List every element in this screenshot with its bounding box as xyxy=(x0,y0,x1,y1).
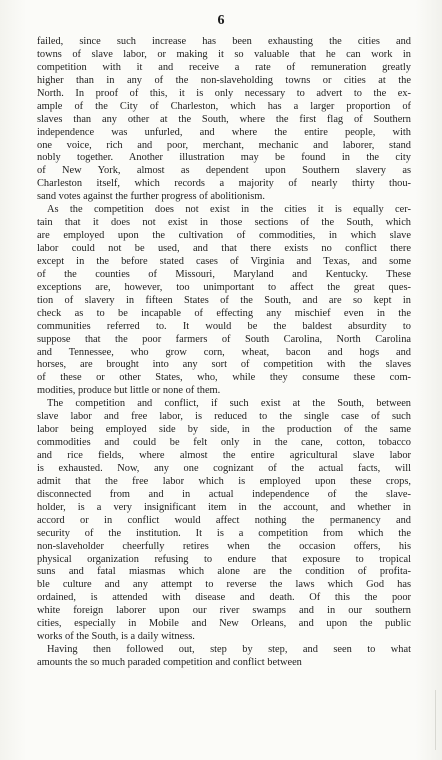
text-line: higher than in any of the non-slaveholding towns or cities at the xyxy=(37,74,411,86)
text-line: As the competition does not exist in the cities it is equally cer- xyxy=(47,204,411,216)
text-line: nobly together. Another illustration may be found in the city xyxy=(37,152,411,164)
text-line: security of the institution. It is a competition from which the xyxy=(37,527,411,539)
text-line: The competition and conflict, if such exist at the South, between xyxy=(47,398,411,410)
text-line: ample of the City of Charleston, which has a larger proportion of xyxy=(37,100,411,112)
text-line: of New York, almost as dependent upon Southern slavery as xyxy=(37,165,411,177)
text-line: ble culture and any attempt to reverse the laws which God has xyxy=(37,579,411,591)
text-line: accord or in conflict would affect nothing the permanency and xyxy=(37,514,411,526)
text-line: works of the South, is a daily witness. xyxy=(37,631,195,643)
page-edge-mark xyxy=(435,690,436,750)
text-line: and Tennessee, who grow corn, wheat, bacon and hogs and xyxy=(37,346,411,358)
paragraph xyxy=(37,36,411,204)
text-line: competition with it and receive a rate of remuneration greatly xyxy=(37,61,411,73)
text-line: are employed upon the cultivation of commodities, in which slave xyxy=(37,230,411,242)
text-line: labor being employed side by side, in the production of the same xyxy=(37,424,411,436)
text-line: communities referred to. It would be the baldest absurdity to xyxy=(37,320,411,332)
text-line: suppose that the poor farmers of South Carolina, North Carolina xyxy=(37,333,411,345)
text-line: ordained, is attended with disease and death. Of this the poor xyxy=(37,592,411,604)
text-line: non-slaveholder cheerfully retires when the occasion offers, his xyxy=(37,540,411,552)
text-line: labor could not be used, and that there exists no conflict there xyxy=(37,243,411,254)
text-line: exceptions are, however, too unimportant to affect the great ques- xyxy=(37,281,411,293)
text-line: check as to be incapable of effecting any mischief even in the xyxy=(37,307,411,319)
text-line: tion of slavery in fifteen States of the South, and are so kept in xyxy=(37,294,411,306)
text-line: Charleston itself, which records a majority of nearly thirty thou- xyxy=(37,178,411,190)
page-number: 6 xyxy=(217,13,225,28)
text-line: one voice, rich and poor, merchant, mechanic and laborer, stand xyxy=(37,139,411,151)
text-line: holder, is a very insignificant item in the account, and whether in xyxy=(37,501,411,513)
text-line: of these or other States, who, while they consume these com- xyxy=(37,372,411,384)
text-line: Having then followed out, step by step, and seen to what xyxy=(47,644,411,656)
text-line: physical organization refusing to endure that exposure to tropical xyxy=(37,553,411,565)
text-line: disconnected from and in actual independence of the slave- xyxy=(37,488,411,500)
body-text xyxy=(37,36,411,670)
text-line: admit that the free labor which is employed upon these crops, xyxy=(37,475,411,487)
text-line: slaves than any other at the South, where the first flag of Southern xyxy=(37,113,411,125)
text-line: suns and fatal miasmas which alone are the condition of profita- xyxy=(37,566,411,578)
text-line: white foreign laborer upon our river swamps and in our southern xyxy=(37,605,411,617)
text-line: slave labor and free labor, is reduced to the single case of such xyxy=(37,411,411,423)
text-line: and rice fields, where almost the entire agricultural slave labor xyxy=(37,450,411,461)
text-line: except in the before stated cases of Virginia and Texas, and some xyxy=(37,255,411,267)
paragraph xyxy=(37,644,411,670)
text-line: towns of slave labor, or making it so valuable that he can work in xyxy=(37,48,411,60)
paragraph xyxy=(37,204,411,398)
text-line: failed, since such increase has been exhausting the cities and xyxy=(37,36,411,47)
text-line: tain that it does not exist in those sections of the South, which xyxy=(37,217,411,229)
text-line: amounts the so much paraded competition and conflict between xyxy=(37,657,302,668)
text-line: commodities and could be felt only in the cane, cotton, tobacco xyxy=(37,437,411,449)
text-line: horses, are brought into any sort of competition with the slaves xyxy=(37,359,411,371)
text-line: is exhausted. Now, any one cognizant of the actual facts, will xyxy=(37,462,411,474)
text-line: independence was unfurled, and where the entire people, with xyxy=(37,126,411,138)
text-line: sand votes against the further progress of abolitionism. xyxy=(37,191,265,203)
text-line: of the counties of Missouri, Maryland and Kentucky. These xyxy=(37,268,411,280)
text-line: modities, produce but little or none of them. xyxy=(37,385,221,397)
text-line: cities, especially in Mobile and New Orleans, and upon the public xyxy=(37,618,411,630)
paragraph xyxy=(37,398,411,644)
text-line: North. In proof of this, it is only necessary to advert to the ex- xyxy=(37,87,411,99)
